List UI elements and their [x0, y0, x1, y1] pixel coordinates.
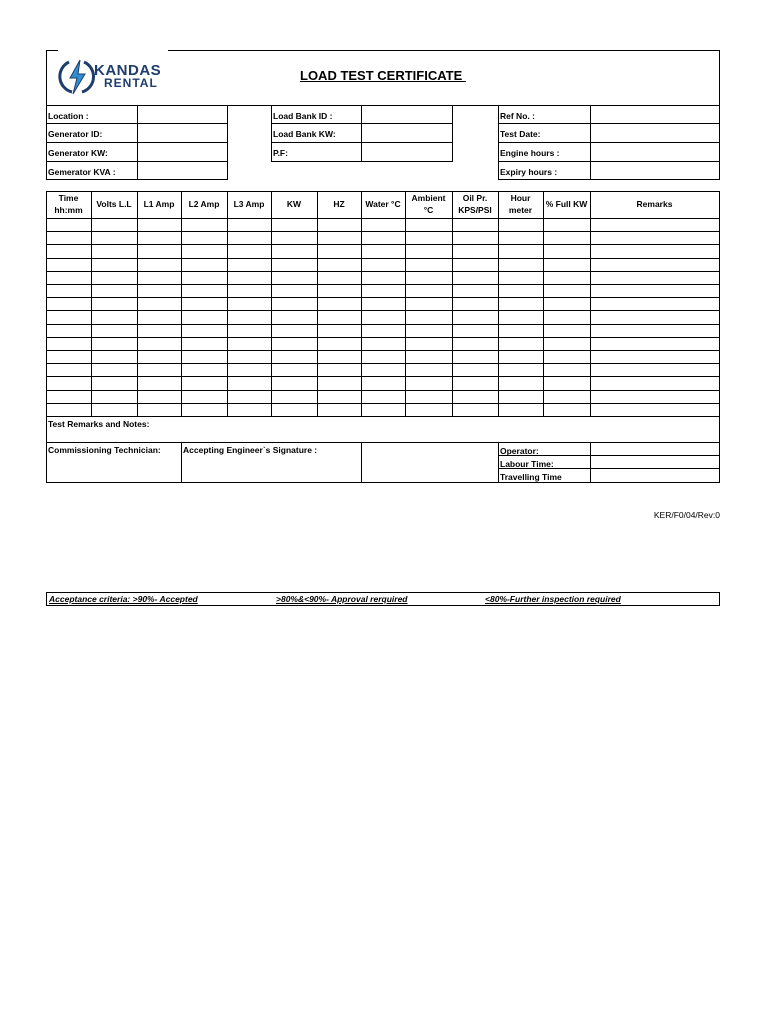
table-cell[interactable] — [544, 338, 590, 350]
table-cell[interactable] — [47, 338, 91, 350]
logo-gap-mask — [58, 48, 168, 52]
column-header-2: L1 Amp — [143, 199, 175, 209]
table-cell[interactable] — [138, 391, 181, 403]
table-cell[interactable] — [591, 285, 719, 297]
table-cell[interactable] — [272, 259, 317, 271]
table-cell[interactable] — [499, 285, 543, 297]
table-cell[interactable] — [544, 219, 590, 231]
table-cell[interactable] — [138, 232, 181, 244]
acceptance-criteria-box — [46, 592, 720, 606]
table-cell[interactable] — [272, 219, 317, 231]
table-cell[interactable] — [92, 272, 137, 284]
page-title: LOAD TEST CERTIFICATE — [300, 68, 466, 83]
table-cell[interactable] — [453, 245, 498, 257]
table-cell[interactable] — [228, 377, 271, 389]
table-cell[interactable] — [182, 232, 227, 244]
table-cell[interactable] — [499, 232, 543, 244]
label-expiry-hours: Expiry hours : — [500, 167, 558, 177]
table-cell[interactable] — [362, 351, 405, 363]
table-cell[interactable] — [453, 338, 498, 350]
generator-id-field[interactable] — [138, 124, 227, 142]
column-header-4: L3 Amp — [233, 199, 265, 209]
table-cell[interactable] — [453, 404, 498, 416]
table-cell[interactable] — [47, 325, 91, 337]
table-cell[interactable] — [362, 232, 405, 244]
table-cell[interactable] — [228, 285, 271, 297]
table-cell[interactable] — [591, 272, 719, 284]
label-engine-hours: Engine hours : — [500, 148, 560, 158]
table-cell[interactable] — [228, 364, 271, 376]
table-cell[interactable] — [318, 404, 361, 416]
location-field[interactable] — [138, 106, 227, 123]
table-cell[interactable] — [499, 311, 543, 323]
column-header-7: Water °C — [365, 199, 401, 209]
column-header-3: L2 Amp — [188, 199, 220, 209]
table-cell[interactable] — [453, 259, 498, 271]
table-cell[interactable] — [182, 377, 227, 389]
table-cell[interactable] — [182, 272, 227, 284]
commissioning-technician-field[interactable] — [47, 457, 180, 482]
table-cell[interactable] — [138, 364, 181, 376]
travelling-time-label: Travelling Time — [500, 472, 562, 482]
table-cell[interactable] — [591, 298, 719, 310]
label-generator-id: Generator ID: — [48, 129, 103, 139]
table-cell[interactable] — [228, 338, 271, 350]
table-cell[interactable] — [362, 364, 405, 376]
accepting-engineer-label: Accepting Engineer`s Signature : — [183, 445, 318, 455]
table-cell[interactable] — [272, 391, 317, 403]
table-cell[interactable] — [499, 325, 543, 337]
table-cell[interactable] — [138, 338, 181, 350]
table-cell[interactable] — [406, 377, 452, 389]
column-header-6: HZ — [333, 199, 345, 209]
table-cell[interactable] — [47, 298, 91, 310]
table-cell[interactable] — [272, 325, 317, 337]
table-cell[interactable] — [406, 311, 452, 323]
table-cell[interactable] — [228, 351, 271, 363]
table-cell[interactable] — [138, 298, 181, 310]
table-cell[interactable] — [499, 272, 543, 284]
table-cell[interactable] — [318, 219, 361, 231]
table-cell[interactable] — [318, 391, 361, 403]
table-cell[interactable] — [272, 351, 317, 363]
table-cell[interactable] — [92, 245, 137, 257]
table-cell[interactable] — [92, 285, 137, 297]
column-header-1: Volts L.L — [96, 199, 132, 209]
table-cell[interactable] — [92, 232, 137, 244]
table-cell[interactable] — [182, 285, 227, 297]
table-cell[interactable] — [182, 219, 227, 231]
table-cell[interactable] — [138, 272, 181, 284]
load-bank-kw-field[interactable] — [362, 124, 452, 142]
table-cell[interactable] — [406, 259, 452, 271]
table-cell[interactable] — [591, 404, 719, 416]
table-cell[interactable] — [406, 285, 452, 297]
table-cell[interactable] — [138, 377, 181, 389]
table-cell[interactable] — [453, 219, 498, 231]
table-cell[interactable] — [318, 311, 361, 323]
table-cell[interactable] — [362, 338, 405, 350]
table-cell[interactable] — [499, 298, 543, 310]
table-cell[interactable] — [318, 351, 361, 363]
table-cell[interactable] — [138, 351, 181, 363]
table-cell[interactable] — [138, 285, 181, 297]
table-cell[interactable] — [406, 338, 452, 350]
table-cell[interactable] — [272, 245, 317, 257]
label-pf: P.F: — [273, 148, 288, 158]
test-remarks-label: Test Remarks and Notes: — [48, 419, 150, 429]
table-cell[interactable] — [182, 338, 227, 350]
table-cell[interactable] — [544, 391, 590, 403]
table-cell[interactable] — [182, 364, 227, 376]
table-cell[interactable] — [272, 298, 317, 310]
table-cell[interactable] — [544, 285, 590, 297]
table-cell[interactable] — [182, 298, 227, 310]
table-cell[interactable] — [182, 325, 227, 337]
table-cell[interactable] — [47, 232, 91, 244]
table-cell[interactable] — [362, 285, 405, 297]
table-cell[interactable] — [92, 364, 137, 376]
document-reference: KER/F0/04/Rev:0 — [653, 510, 720, 520]
table-cell[interactable] — [47, 285, 91, 297]
table-cell[interactable] — [499, 245, 543, 257]
travelling-time-field[interactable] — [591, 470, 719, 482]
table-cell[interactable] — [92, 311, 137, 323]
table-cell[interactable] — [591, 391, 719, 403]
label-ref-no: Ref No. : — [500, 111, 535, 121]
table-cell[interactable] — [544, 272, 590, 284]
table-cell[interactable] — [499, 259, 543, 271]
table-cell[interactable] — [406, 351, 452, 363]
table-cell[interactable] — [272, 232, 317, 244]
table-cell[interactable] — [138, 325, 181, 337]
table-cell[interactable] — [182, 245, 227, 257]
table-cell[interactable] — [591, 259, 719, 271]
table-cell[interactable] — [318, 245, 361, 257]
table-cell[interactable] — [272, 285, 317, 297]
table-cell[interactable] — [182, 391, 227, 403]
criteria-accepted: Acceptance criteria: >90%- Accepted — [49, 594, 198, 604]
table-cell[interactable] — [591, 338, 719, 350]
table-cell[interactable] — [499, 351, 543, 363]
table-cell[interactable] — [499, 364, 543, 376]
table-cell[interactable] — [499, 377, 543, 389]
table-cell[interactable] — [92, 404, 137, 416]
table-cell[interactable] — [92, 219, 137, 231]
label-generator-kva: Gemerator KVA : — [48, 167, 116, 177]
table-cell[interactable] — [92, 259, 137, 271]
table-cell[interactable] — [228, 311, 271, 323]
table-cell[interactable] — [591, 364, 719, 376]
table-cell[interactable] — [544, 311, 590, 323]
table-cell[interactable] — [544, 259, 590, 271]
table-cell[interactable] — [406, 364, 452, 376]
table-cell[interactable] — [453, 285, 498, 297]
table-cell[interactable] — [453, 391, 498, 403]
table-cell[interactable] — [591, 232, 719, 244]
table-cell[interactable] — [406, 391, 452, 403]
table-cell[interactable] — [47, 351, 91, 363]
column-header-11: % Full KW — [545, 199, 588, 209]
engine-hours-field[interactable] — [591, 143, 719, 161]
table-cell[interactable] — [47, 259, 91, 271]
table-cell[interactable] — [453, 364, 498, 376]
table-cell[interactable] — [453, 298, 498, 310]
label-load-bank-id: Load Bank ID : — [273, 111, 333, 121]
table-cell[interactable] — [453, 377, 498, 389]
ref-no-field[interactable] — [591, 106, 719, 123]
table-cell[interactable] — [362, 298, 405, 310]
table-cell[interactable] — [591, 351, 719, 363]
table-cell[interactable] — [362, 245, 405, 257]
table-cell[interactable] — [47, 245, 91, 257]
label-generator-kw: Generator KW: — [48, 148, 108, 158]
table-cell[interactable] — [228, 391, 271, 403]
table-cell[interactable] — [228, 272, 271, 284]
table-cell[interactable] — [138, 311, 181, 323]
column-header-12: Remarks — [636, 199, 673, 209]
table-cell[interactable] — [228, 325, 271, 337]
table-cell[interactable] — [499, 219, 543, 231]
generator-kva-field[interactable] — [138, 162, 227, 179]
table-cell[interactable] — [318, 377, 361, 389]
table-cell[interactable] — [182, 351, 227, 363]
table-cell[interactable] — [544, 232, 590, 244]
table-cell[interactable] — [406, 219, 452, 231]
table-cell[interactable] — [92, 391, 137, 403]
table-cell[interactable] — [182, 259, 227, 271]
table-cell[interactable] — [544, 245, 590, 257]
table-cell[interactable] — [138, 404, 181, 416]
table-cell[interactable] — [591, 325, 719, 337]
table-cell[interactable] — [138, 259, 181, 271]
accepting-engineer-signature-field[interactable] — [362, 444, 498, 482]
table-cell[interactable] — [591, 245, 719, 257]
table-cell[interactable] — [138, 245, 181, 257]
label-test-date: Test Date: — [500, 129, 541, 139]
labour-time-label: Labour Time: — [500, 459, 554, 469]
table-cell[interactable] — [228, 245, 271, 257]
table-cell[interactable] — [318, 259, 361, 271]
table-cell[interactable] — [92, 325, 137, 337]
table-cell[interactable] — [544, 377, 590, 389]
table-cell[interactable] — [47, 311, 91, 323]
table-cell[interactable] — [362, 391, 405, 403]
table-cell[interactable] — [92, 377, 137, 389]
logo-text-bottom: RENTAL — [104, 76, 158, 90]
table-cell[interactable] — [228, 298, 271, 310]
logo-text-top: KANDAS — [94, 62, 162, 79]
table-cell[interactable] — [182, 404, 227, 416]
table-cell[interactable] — [591, 377, 719, 389]
lightning-bolt-icon — [58, 56, 98, 98]
table-cell[interactable] — [544, 325, 590, 337]
table-cell[interactable] — [406, 272, 452, 284]
table-cell[interactable] — [499, 404, 543, 416]
table-cell[interactable] — [47, 219, 91, 231]
table-cell[interactable] — [362, 311, 405, 323]
table-cell[interactable] — [591, 311, 719, 323]
table-cell[interactable] — [406, 404, 452, 416]
table-cell[interactable] — [182, 311, 227, 323]
label-location: Location : — [48, 111, 89, 121]
table-cell[interactable] — [47, 377, 91, 389]
table-cell[interactable] — [272, 311, 317, 323]
company-logo — [58, 56, 173, 98]
column-header-10: Hour meter — [508, 193, 533, 215]
table-cell[interactable] — [272, 338, 317, 350]
test-date-field[interactable] — [591, 124, 719, 142]
column-header-9: Oil Pr. KPS/PSI — [458, 193, 492, 215]
label-load-bank-kw: Load Bank KW: — [273, 129, 336, 139]
table-cell[interactable] — [272, 272, 317, 284]
column-header-5: KW — [286, 199, 302, 209]
expiry-hours-field[interactable] — [591, 162, 719, 179]
criteria-approval: >80%&<90%- Approval rerquired — [276, 594, 408, 604]
table-cell[interactable] — [362, 272, 405, 284]
table-cell[interactable] — [499, 338, 543, 350]
table-cell[interactable] — [362, 325, 405, 337]
table-cell[interactable] — [272, 377, 317, 389]
table-cell[interactable] — [272, 364, 317, 376]
info-grid — [46, 105, 720, 180]
table-cell[interactable] — [499, 391, 543, 403]
table-cell[interactable] — [544, 298, 590, 310]
table-cell[interactable] — [318, 325, 361, 337]
table-cell[interactable] — [406, 325, 452, 337]
table-cell[interactable] — [228, 404, 271, 416]
table-cell[interactable] — [406, 232, 452, 244]
table-cell[interactable] — [544, 364, 590, 376]
load-bank-id-field[interactable] — [362, 106, 452, 123]
table-cell[interactable] — [362, 377, 405, 389]
table-cell[interactable] — [406, 298, 452, 310]
table-cell[interactable] — [47, 364, 91, 376]
table-cell[interactable] — [362, 404, 405, 416]
table-cell[interactable] — [47, 272, 91, 284]
table-cell[interactable] — [362, 219, 405, 231]
operator-field[interactable] — [591, 444, 719, 456]
criteria-further: <80%-Further inspection required — [485, 594, 621, 604]
pf-field[interactable] — [362, 143, 452, 161]
test-remarks-field[interactable] — [47, 430, 719, 442]
table-cell[interactable] — [318, 364, 361, 376]
table-cell[interactable] — [92, 298, 137, 310]
table-cell[interactable] — [453, 232, 498, 244]
table-cell[interactable] — [453, 325, 498, 337]
operator-label: Operator: — [500, 446, 539, 456]
table-cell[interactable] — [544, 351, 590, 363]
table-cell[interactable] — [453, 311, 498, 323]
generator-kw-field[interactable] — [138, 143, 227, 161]
table-cell[interactable] — [318, 298, 361, 310]
table-cell[interactable] — [272, 404, 317, 416]
column-header-0: Time hh:mm — [54, 193, 83, 215]
column-header-8: Ambient °C — [411, 193, 446, 215]
table-cell[interactable] — [453, 272, 498, 284]
table-cell[interactable] — [318, 272, 361, 284]
table-cell[interactable] — [544, 404, 590, 416]
table-cell[interactable] — [318, 285, 361, 297]
table-cell[interactable] — [138, 219, 181, 231]
table-cell[interactable] — [228, 219, 271, 231]
table-cell[interactable] — [92, 338, 137, 350]
table-cell[interactable] — [318, 232, 361, 244]
table-cell[interactable] — [406, 245, 452, 257]
commissioning-technician-label: Commissioning Technician: — [48, 445, 161, 455]
table-cell[interactable] — [362, 259, 405, 271]
table-cell[interactable] — [92, 351, 137, 363]
table-cell[interactable] — [47, 391, 91, 403]
table-cell[interactable] — [228, 259, 271, 271]
table-cell[interactable] — [228, 232, 271, 244]
table-cell[interactable] — [47, 404, 91, 416]
labour-time-field[interactable] — [591, 457, 719, 469]
table-cell[interactable] — [453, 351, 498, 363]
table-cell[interactable] — [591, 219, 719, 231]
table-cell[interactable] — [318, 338, 361, 350]
